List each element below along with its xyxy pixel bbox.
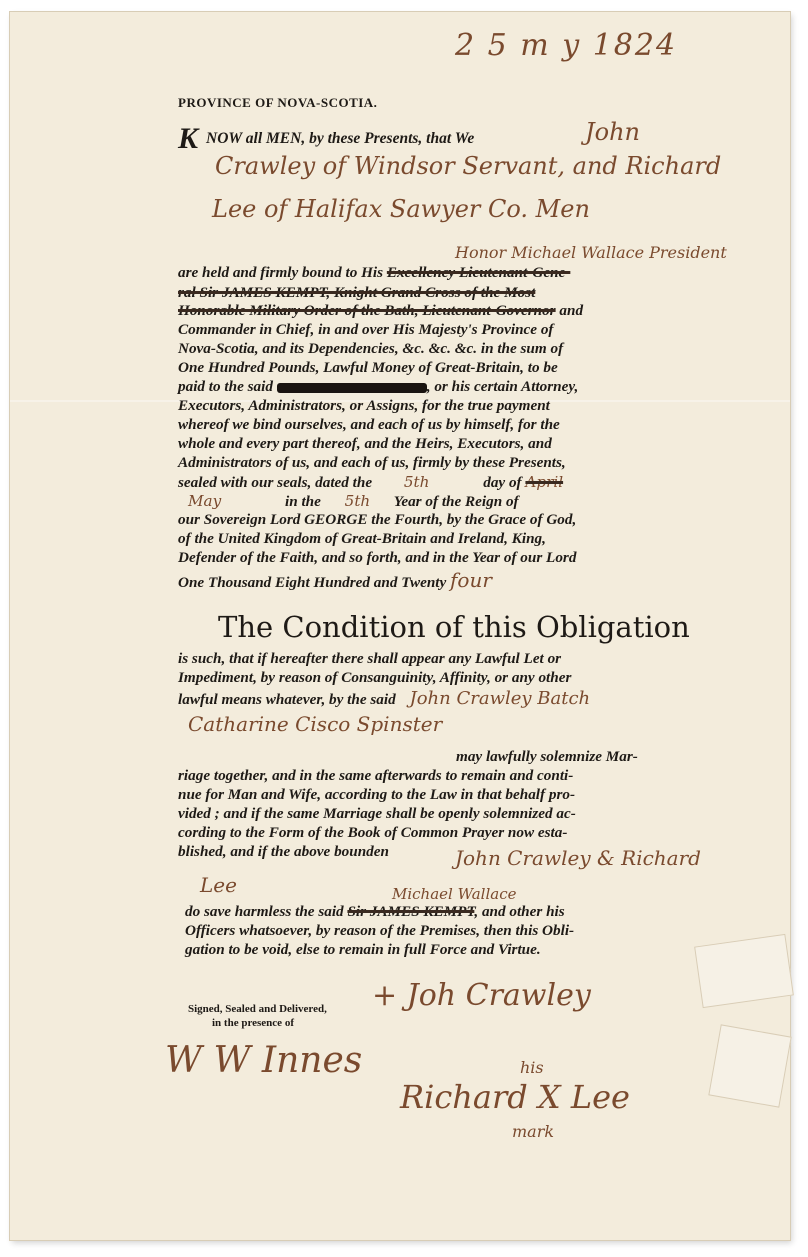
signature-his: his bbox=[520, 1058, 544, 1077]
bond-line-9: whereof we bind ourselves, and each of us by himself, for the bbox=[178, 416, 560, 433]
condition-line-10: blished, and if the above bounden bbox=[178, 843, 389, 860]
signature-lee: Richard X Lee bbox=[400, 1078, 630, 1116]
bond-line-5: Nova-Scotia, and its Dependencies, &c. &c. &c. in the sum of bbox=[178, 340, 564, 357]
ink-blot bbox=[277, 383, 427, 393]
condition-line-13: Officers whatsoever, by reason of the Premises, then this Obli- bbox=[185, 922, 575, 939]
hand-line-3: Lee of Halifax Sawyer Co. Men bbox=[212, 195, 590, 223]
bond-line-17: One Thousand Eight Hundred and Twenty four bbox=[178, 568, 492, 592]
condition-line-14: gation to be void, else to remain in full Force and Virtue. bbox=[185, 941, 541, 958]
condition-line-8: vided ; and if the same Marriage shall be openly solemnized ac- bbox=[178, 805, 576, 822]
bond-line-14: our Sovereign Lord GEORGE the Fourth, by the Grace of God, bbox=[178, 511, 577, 528]
bond-line-16: Defender of the Faith, and so forth, and in the Year of our Lord bbox=[178, 549, 577, 566]
presence-label: in the presence of bbox=[212, 1017, 294, 1029]
interlinear-insert: Honor Michael Wallace President bbox=[455, 243, 727, 262]
condition-line-7: nue for Man and Wife, according to the Law in that behalf pro- bbox=[178, 786, 576, 803]
bond-line-7: paid to the said , or his certain Attorney, bbox=[178, 378, 579, 395]
bond-line-6: One Hundred Pounds, Lawful Money of Great-Britain, to be bbox=[178, 359, 558, 376]
condition-line-5: may lawfully solemnize Mar- bbox=[456, 748, 638, 765]
condition-line-6: riage together, and in the same afterwards to remain and conti- bbox=[178, 767, 574, 784]
condition-line-3: lawful means whatever, by the said John Crawley Batch bbox=[178, 688, 591, 709]
condition-line-9: cording to the Form of the Book of Common Prayer now esta- bbox=[178, 824, 568, 841]
seal-paper-stub bbox=[708, 1024, 791, 1107]
hand-bound-names: John Crawley & Richard bbox=[455, 846, 701, 870]
hand-name-1: John bbox=[585, 118, 640, 146]
signature-witness: W W Innes bbox=[165, 1040, 363, 1081]
condition-line-12: do save harmless the said Sir JAMES KEMPT, and other his bbox=[185, 903, 565, 920]
bond-line-15: of the United Kingdom of Great-Britain and Ireland, King, bbox=[178, 530, 546, 547]
bond-line-12: sealed with our seals, dated the 5th day of April bbox=[178, 473, 564, 491]
condition-line-1: is such, that if hereafter there shall appear any Lawful Let or bbox=[178, 650, 562, 667]
signed-label: Signed, Sealed and Delivered, bbox=[188, 1003, 327, 1015]
drop-cap: K bbox=[178, 122, 199, 155]
interlinear-wallace: Michael Wallace bbox=[392, 885, 517, 903]
hand-bride-name: Catharine Cisco Spinster bbox=[188, 712, 443, 736]
signature-mark: mark bbox=[512, 1122, 555, 1141]
province-header: PROVINCE OF NOVA-SCOTIA. bbox=[178, 95, 378, 110]
hand-line-2: Crawley of Windsor Servant, and Richard bbox=[215, 152, 722, 180]
bond-line-8: Executors, Administrators, or Assigns, for the true payment bbox=[178, 397, 550, 414]
archive-annotation: 2 5 m y 1824 bbox=[455, 28, 678, 63]
intro-text: NOW all MEN, by these Presents, that We bbox=[206, 130, 475, 147]
bond-line-2: ral Sir JAMES KEMPT, Knight Grand Cross of the Most bbox=[178, 284, 536, 301]
bond-line-4: Commander in Chief, in and over His Majesty's Province of bbox=[178, 321, 554, 338]
signature-crawley: + Joh Crawley bbox=[372, 978, 591, 1013]
seal-paper-stub bbox=[694, 934, 794, 1008]
bond-line-13: May in the 5th Year of the Reign of bbox=[188, 492, 519, 510]
bond-line-1: are held and firmly bound to His Excellency Lieutenant-Gene- bbox=[178, 264, 571, 281]
bond-line-3: Honorable Military Order of the Bath, Lieutenant-Governor and bbox=[178, 302, 584, 319]
condition-line-2: Impediment, by reason of Consanguinity, Affinity, or any other bbox=[178, 669, 572, 686]
hand-lee: Lee bbox=[200, 873, 237, 897]
bond-line-10: whole and every part thereof, and the Heirs, Executors, and bbox=[178, 435, 552, 452]
condition-title: The Condition of this Obligation bbox=[218, 610, 690, 644]
bond-line-11: Administrators of us, and each of us, firmly by these Presents, bbox=[178, 454, 566, 471]
